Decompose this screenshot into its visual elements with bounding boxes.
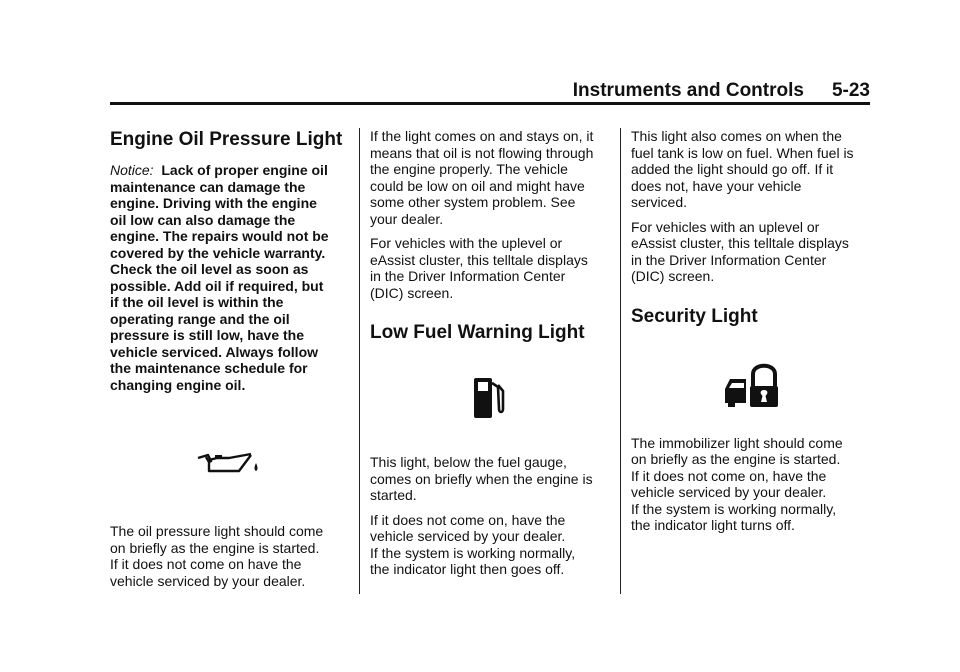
text-line: started. — [370, 487, 417, 503]
fuel-pump-icon — [370, 375, 608, 421]
text-line: eAssist cluster, this telltale displays — [631, 235, 849, 251]
page-header — [110, 80, 870, 102]
notice-line: Lack of proper engine oil — [161, 162, 328, 178]
section-heading-low-fuel: Low Fuel Warning Light — [370, 322, 585, 343]
oil-pressure-paragraph — [110, 523, 346, 589]
text-line: eAssist cluster, this telltale displays — [370, 251, 588, 268]
dic-paragraph — [370, 235, 608, 301]
text-line: fuel tank is low on fuel. When fuel is — [631, 144, 854, 161]
dic-paragraph — [631, 219, 871, 285]
notice-line: vehicle serviced. Always follow — [110, 343, 319, 360]
text-line: If it does not come on, have the — [631, 467, 827, 484]
text-line: vehicle serviced by your dealer. — [110, 572, 306, 589]
fuel-refill-paragraph — [631, 128, 871, 211]
text-line: For vehicles with an uplevel or — [631, 218, 820, 235]
text-line: comes on briefly when the engine is — [370, 470, 593, 487]
text-line: does not, have your vehicle — [631, 177, 802, 194]
text-line: your dealer. — [370, 210, 444, 227]
text-line: could be low on oil and might have — [370, 177, 585, 194]
text-line: If the light comes on and stays on, it — [370, 128, 594, 144]
notice-line: engine. Driving with the engine — [110, 195, 317, 211]
header-rule — [110, 102, 870, 105]
notice-line: if the oil level is within the — [110, 294, 284, 310]
text-line: This light also comes on when the — [631, 128, 842, 144]
car-lock-icon — [631, 359, 871, 411]
notice-paragraph — [110, 162, 346, 393]
notice-line: covered by the vehicle warranty. — [110, 244, 326, 261]
text-line: some other system problem. See — [370, 194, 576, 210]
text-line: (DIC) screen. — [631, 268, 715, 284]
text-line: This light, below the fuel gauge, — [370, 454, 567, 470]
text-line: For vehicles with the uplevel or — [370, 235, 563, 251]
text-line: If it does not come on, have the — [370, 511, 566, 528]
security-paragraph — [631, 435, 871, 534]
text-line: vehicle serviced by your dealer. — [370, 528, 566, 544]
notice-line: changing engine oil. — [110, 376, 246, 393]
notice-line: Check the oil level as soon as — [110, 261, 309, 277]
text-line: on briefly as the engine is started. — [110, 539, 320, 556]
section-title: Instruments and Controls — [572, 80, 804, 101]
text-line: The oil pressure light should come — [110, 523, 324, 539]
text-line: the indicator light then goes off. — [370, 561, 565, 577]
notice-line: possible. Add oil if required, but — [110, 277, 324, 294]
low-fuel-paragraph — [370, 454, 608, 504]
text-line: in the Driver Information Center — [631, 251, 827, 268]
text-line: the engine properly. The vehicle — [370, 161, 568, 177]
text-line: serviced. — [631, 194, 688, 210]
text-line: in the Driver Information Center — [370, 268, 566, 284]
notice-label: Notice: — [110, 162, 154, 178]
oil-can-icon — [110, 451, 346, 475]
column-divider — [620, 128, 621, 594]
text-line: If the system is working normally, — [370, 544, 576, 561]
oil-flow-paragraph — [370, 128, 608, 227]
text-line: on briefly as the engine is started. — [631, 451, 841, 467]
column-1 — [110, 128, 346, 589]
notice-line: the maintenance schedule for — [110, 360, 308, 376]
text-line: means that oil is not flowing through — [370, 144, 594, 161]
notice-line: pressure is still low, have the — [110, 327, 304, 343]
notice-line: engine. The repairs would not be — [110, 228, 329, 244]
column-divider — [359, 128, 360, 594]
notice-line: oil low can also damage the — [110, 211, 296, 228]
section-heading-oil-pressure: Engine Oil Pressure Light — [110, 129, 343, 150]
text-line: vehicle serviced by your dealer. — [631, 484, 827, 500]
column-2 — [370, 128, 608, 578]
notice-line: operating range and the oil — [110, 310, 290, 327]
low-fuel-service-paragraph — [370, 512, 608, 578]
text-line: (DIC) screen. — [370, 284, 454, 301]
text-line: The immobilizer light should come — [631, 434, 843, 451]
text-line: the indicator light turns off. — [631, 517, 795, 533]
section-heading-security: Security Light — [631, 305, 758, 327]
page-number: 5-23 — [831, 80, 870, 101]
notice-line: maintenance can damage the — [110, 178, 306, 195]
text-line: If it does not come on have the — [110, 556, 302, 572]
text-line: If the system is working normally, — [631, 500, 837, 517]
text-line: added the light should go off. If it — [631, 161, 834, 177]
column-3 — [631, 128, 871, 534]
